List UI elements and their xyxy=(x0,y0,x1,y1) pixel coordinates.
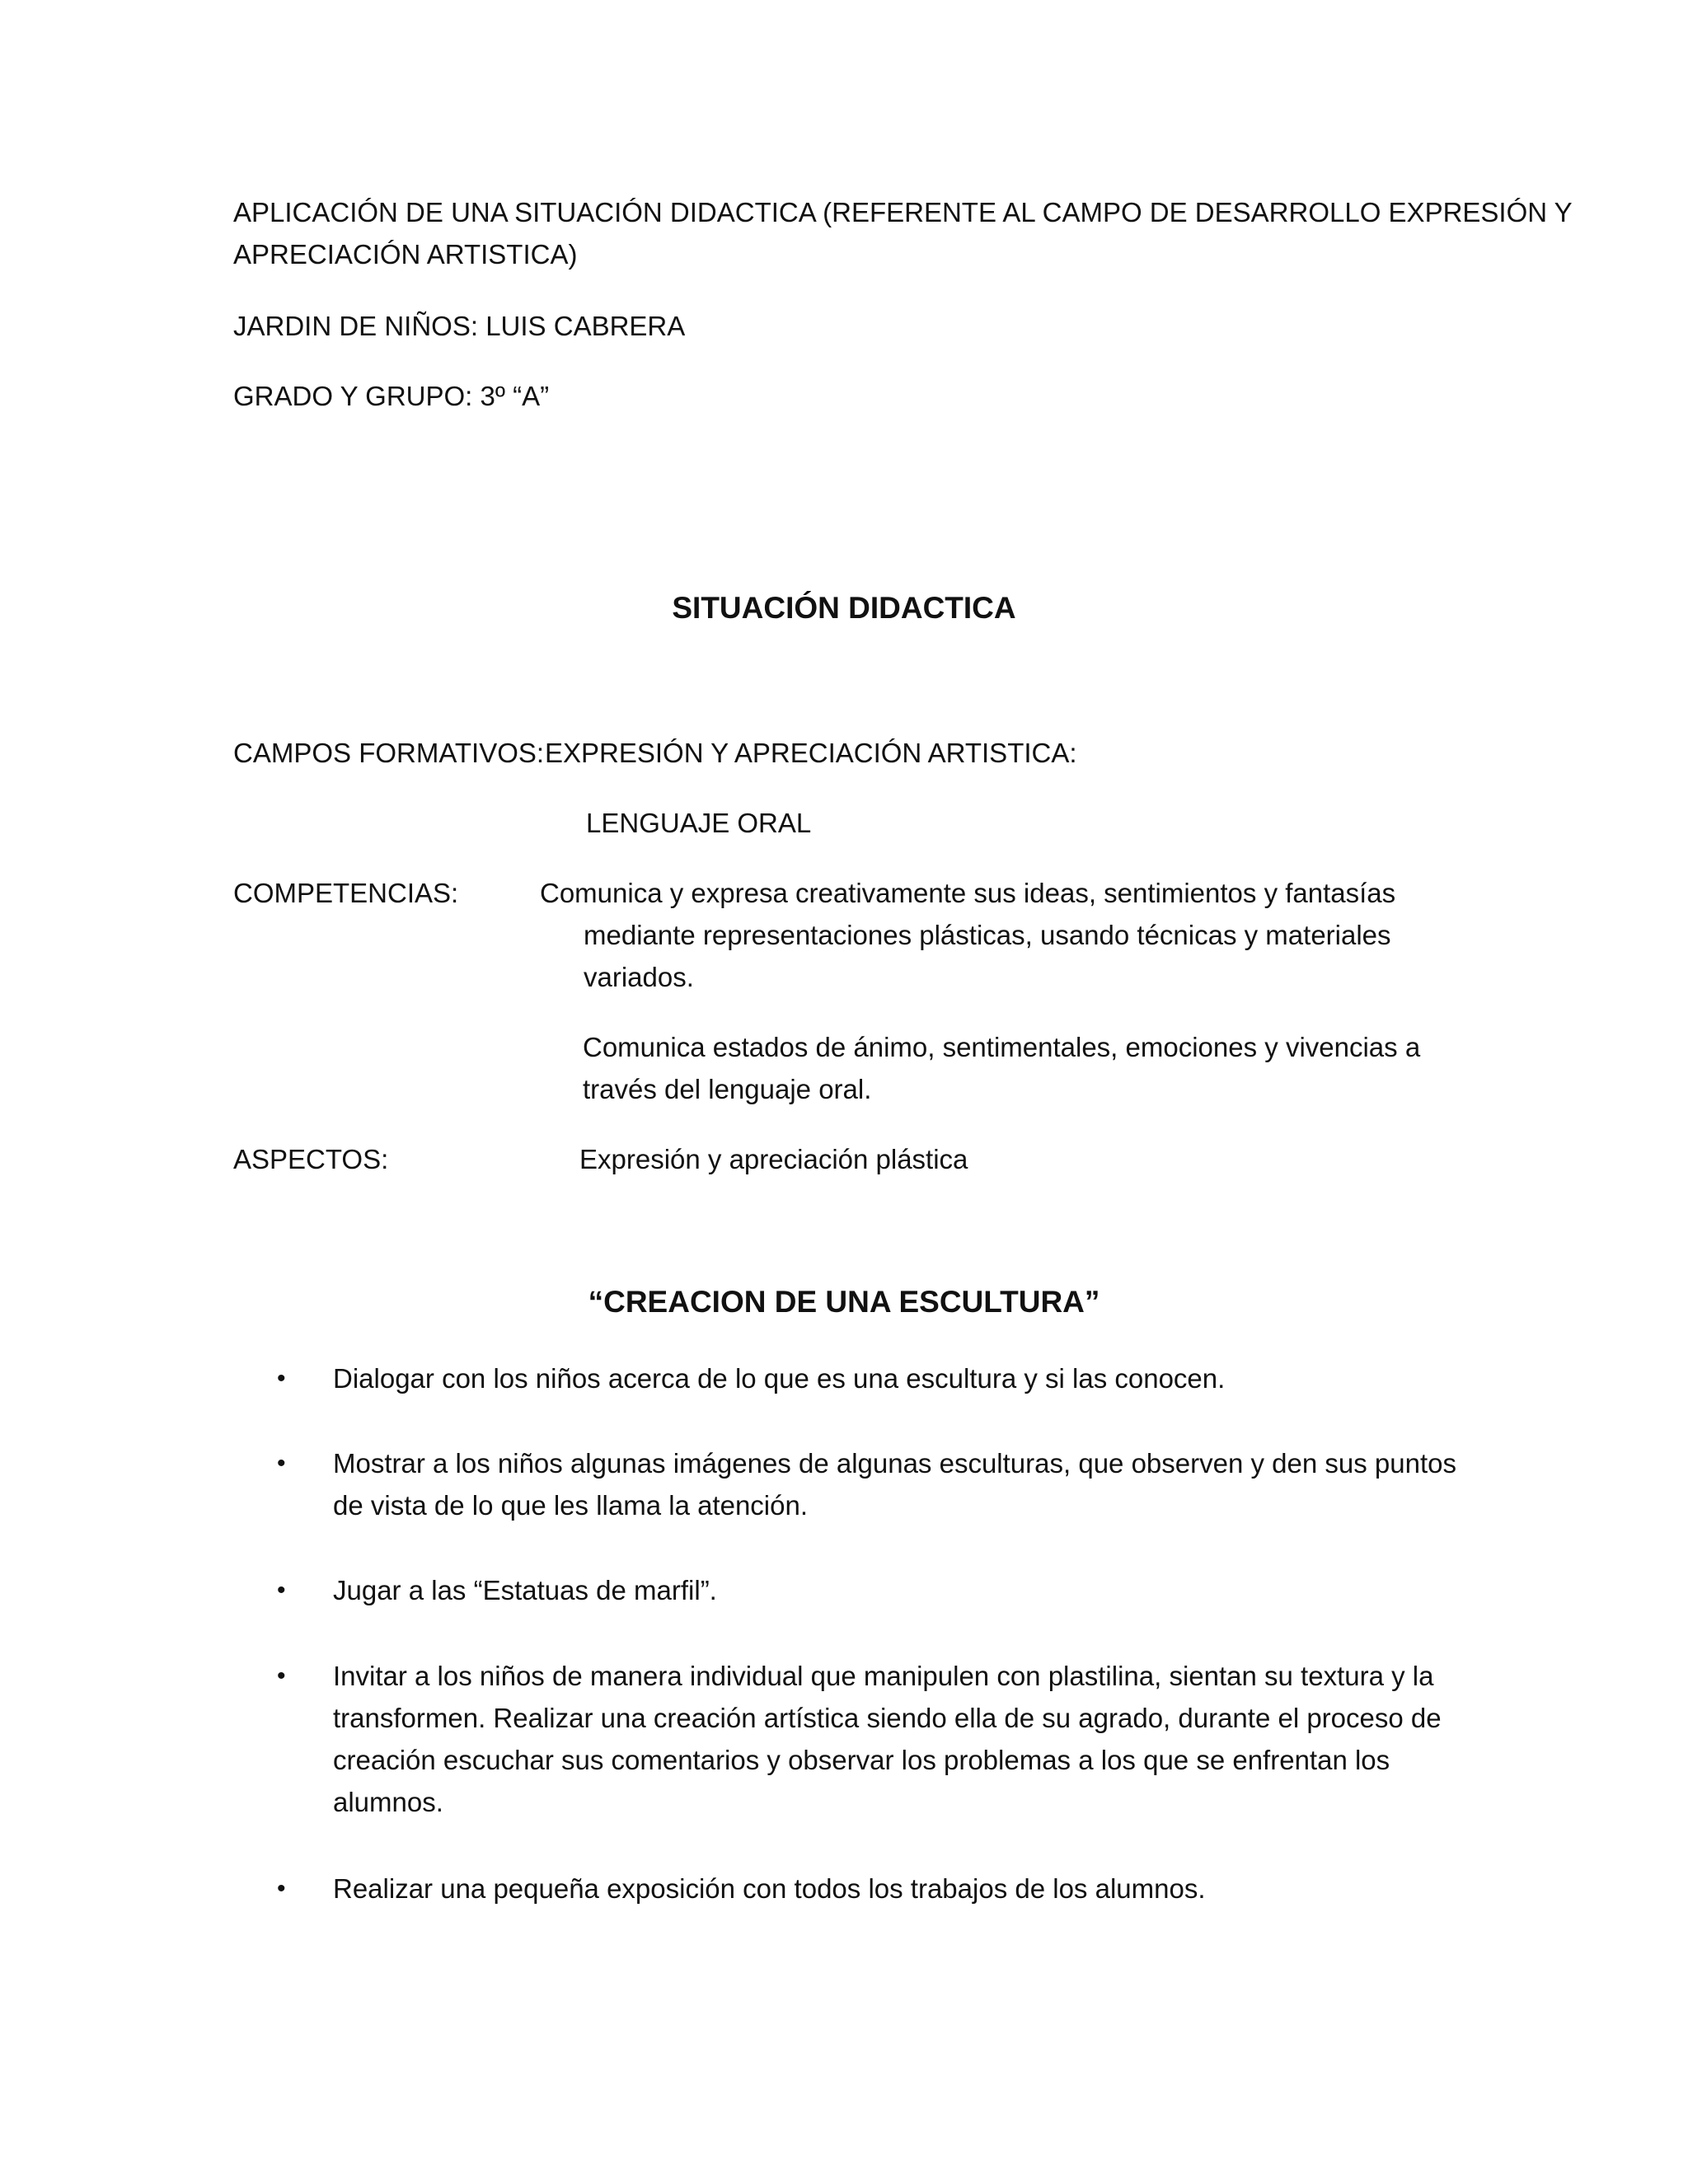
competencia-item-1: Comunica y expresa creativamente sus ideas, sentimientos y fantasías mediante representaciones plásticas, usando técnicas y materiales variados. xyxy=(540,878,1396,992)
header-line-2: APRECIACIÓN ARTISTICA) xyxy=(233,239,578,269)
bullet-icon: • xyxy=(277,1450,286,1477)
campos-value-1: EXPRESIÓN Y APRECIACIÓN ARTISTICA: xyxy=(545,738,1077,768)
list-item-text: Mostrar a los niños algunas imágenes de algunas esculturas, que observen y den sus puntos de vista de lo que les llama la atención. xyxy=(333,1448,1456,1521)
header-line-1: APLICACIÓN DE UNA SITUACIÓN DIDACTICA (REFERENTE AL CAMPO DE DESARROLLO EXPRESIÓN Y xyxy=(233,197,1573,227)
bullet-icon: • xyxy=(277,1662,286,1690)
activity-title: “CREACION DE UNA ESCULTURA” xyxy=(588,1285,1100,1319)
bullet-icon: • xyxy=(277,1365,286,1392)
bullet-icon: • xyxy=(277,1577,286,1604)
campos-label: CAMPOS FORMATIVOS: xyxy=(233,738,545,768)
campos-value-2: LENGUAJE ORAL xyxy=(586,808,812,838)
list-item-text: Realizar una pequeña exposición con todos los trabajos de los alumnos. xyxy=(333,1873,1206,1904)
competencia-item-2: Comunica estados de ánimo, sentimentales, emociones y vivencias a través del lenguaje oral. xyxy=(583,1032,1421,1104)
school-name: JARDIN DE NIÑOS: LUIS CABRERA xyxy=(233,311,686,341)
grade-group: GRADO Y GRUPO: 3º “A” xyxy=(233,381,550,411)
bullet-icon: • xyxy=(277,1875,286,1902)
aspectos-label: ASPECTOS: xyxy=(233,1144,389,1174)
competencias-label: COMPETENCIAS: xyxy=(233,878,459,908)
list-item-text: Invitar a los niños de manera individual que manipulen con plastilina, sientan su textura y la transformen. Realizar una creación artística siendo ella de su agrado, durante el proceso de creación escuchar sus comentarios y observar los problemas a los que se enfrentan los alumnos. xyxy=(333,1661,1442,1817)
aspectos-value: Expresión y apreciación plástica xyxy=(579,1144,968,1174)
section-title: SITUACIÓN DIDACTICA xyxy=(672,591,1016,625)
list-item-text: Dialogar con los niños acerca de lo que es una escultura y si las conocen. xyxy=(333,1363,1226,1394)
list-item-text: Jugar a las “Estatuas de marfil”. xyxy=(333,1575,717,1605)
